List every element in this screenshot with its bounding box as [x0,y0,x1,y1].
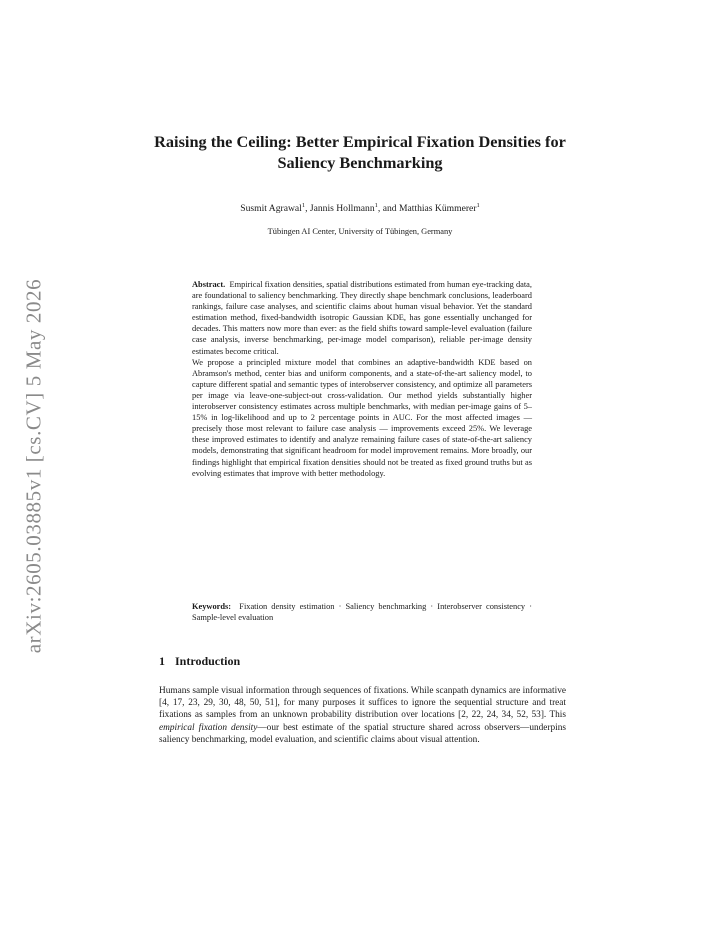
section-heading [159,654,240,669]
affiliation-mark: 1 [476,202,480,209]
abstract-text: Empirical fixation densities, spatial distributions estimated from human eye-tracking data, are foundational to saliency benchmarking. They directly shape benchmark conclusions, leaderboard rankings, failure case analyses, and scientific claims about human visual behavior. Yet the standard estimation method, fixed-bandwidth isotropic Gaussian KDE, has gone essentially unchanged for decades. This matters now more than ever: as the field shifts toward sample-level evaluation (failure case analysis, inverse benchmarking, per-image model comparison), reliable per-image density estimates become critical. [192,280,532,356]
arxiv-identifier: arXiv:2605.03885v1 [cs.CV] 5 May 2026 [21,278,46,654]
author-separator: , and [377,203,399,215]
affiliation-mark: 1 [301,202,306,209]
keywords [192,601,532,623]
paper-title: Raising the Ceiling: Better Empirical Fixation Densities for Saliency Benchmarking [154,132,566,172]
author-name: Susmit Agrawal [240,203,302,215]
keywords-label: Keywords: [192,602,232,611]
affiliation: Tübingen AI Center, University of Tübingen, Germany [267,227,453,236]
section-title: Introduction [175,654,241,668]
section-number: 1 [159,654,165,668]
author-separator: , [305,203,310,215]
abstract-paragraph-1 [192,279,532,357]
intro-emphasis: empirical fixation density [159,722,258,733]
keywords-text: Fixation density estimation · Saliency benchmarking · Interobserver consistency · Sample-level evaluation [192,602,532,623]
author-name: Jannis Hollmann [309,203,375,215]
intro-paragraph [159,685,566,746]
author-name: Matthias Kümmerer [398,203,477,215]
abstract [192,279,532,479]
abstract-label: Abstract. [192,280,226,289]
intro-text-start: Humans sample visual information through sequences of fixations. While scanpath dynamics are informative [4, 17, 23, 29, 30, 48, 50, 51], for many purposes it suffices to ignore the sequential structure and treat fixations as samples from an unknown probability distribution over locations [2, 22, 24, 34, 52, 53]. This [159,686,566,721]
author-list [150,202,570,214]
affiliation-mark: 1 [374,202,378,209]
abstract-paragraph-2: We propose a principled mixture model that combines an adaptive-bandwidth KDE based on Abramson's method, center bias and uniform components, and a state-of-the-art saliency model, to capture different spatial and semantic types of interobserver consistency, and optimize all parameters per image via leave-one-subject-out cross-validation. Our method yields substantially higher interobserver consistency estimates across multiple benchmarks, with median per-image gains of 5–15% in log-likelihood and up to 2 percentage points in AUC. For the most affected images — precisely those most relevant to failure case analysis — improvements exceed 25%. We leverage these improved estimates to identify and analyze remaining failure cases of state-of-the-art saliency models, demonstrating that significant headroom for model improvement remains. More broadly, our findings highlight that empirical fixation densities should not be treated as fixed ground truths but as evolving estimates that improve with better methodology. [192,357,532,478]
intro-text-end: —our best estimate of the spatial structure shared across observers—underpins saliency benchmarking, model evaluation, and scientific claims about visual attention. [159,722,566,745]
